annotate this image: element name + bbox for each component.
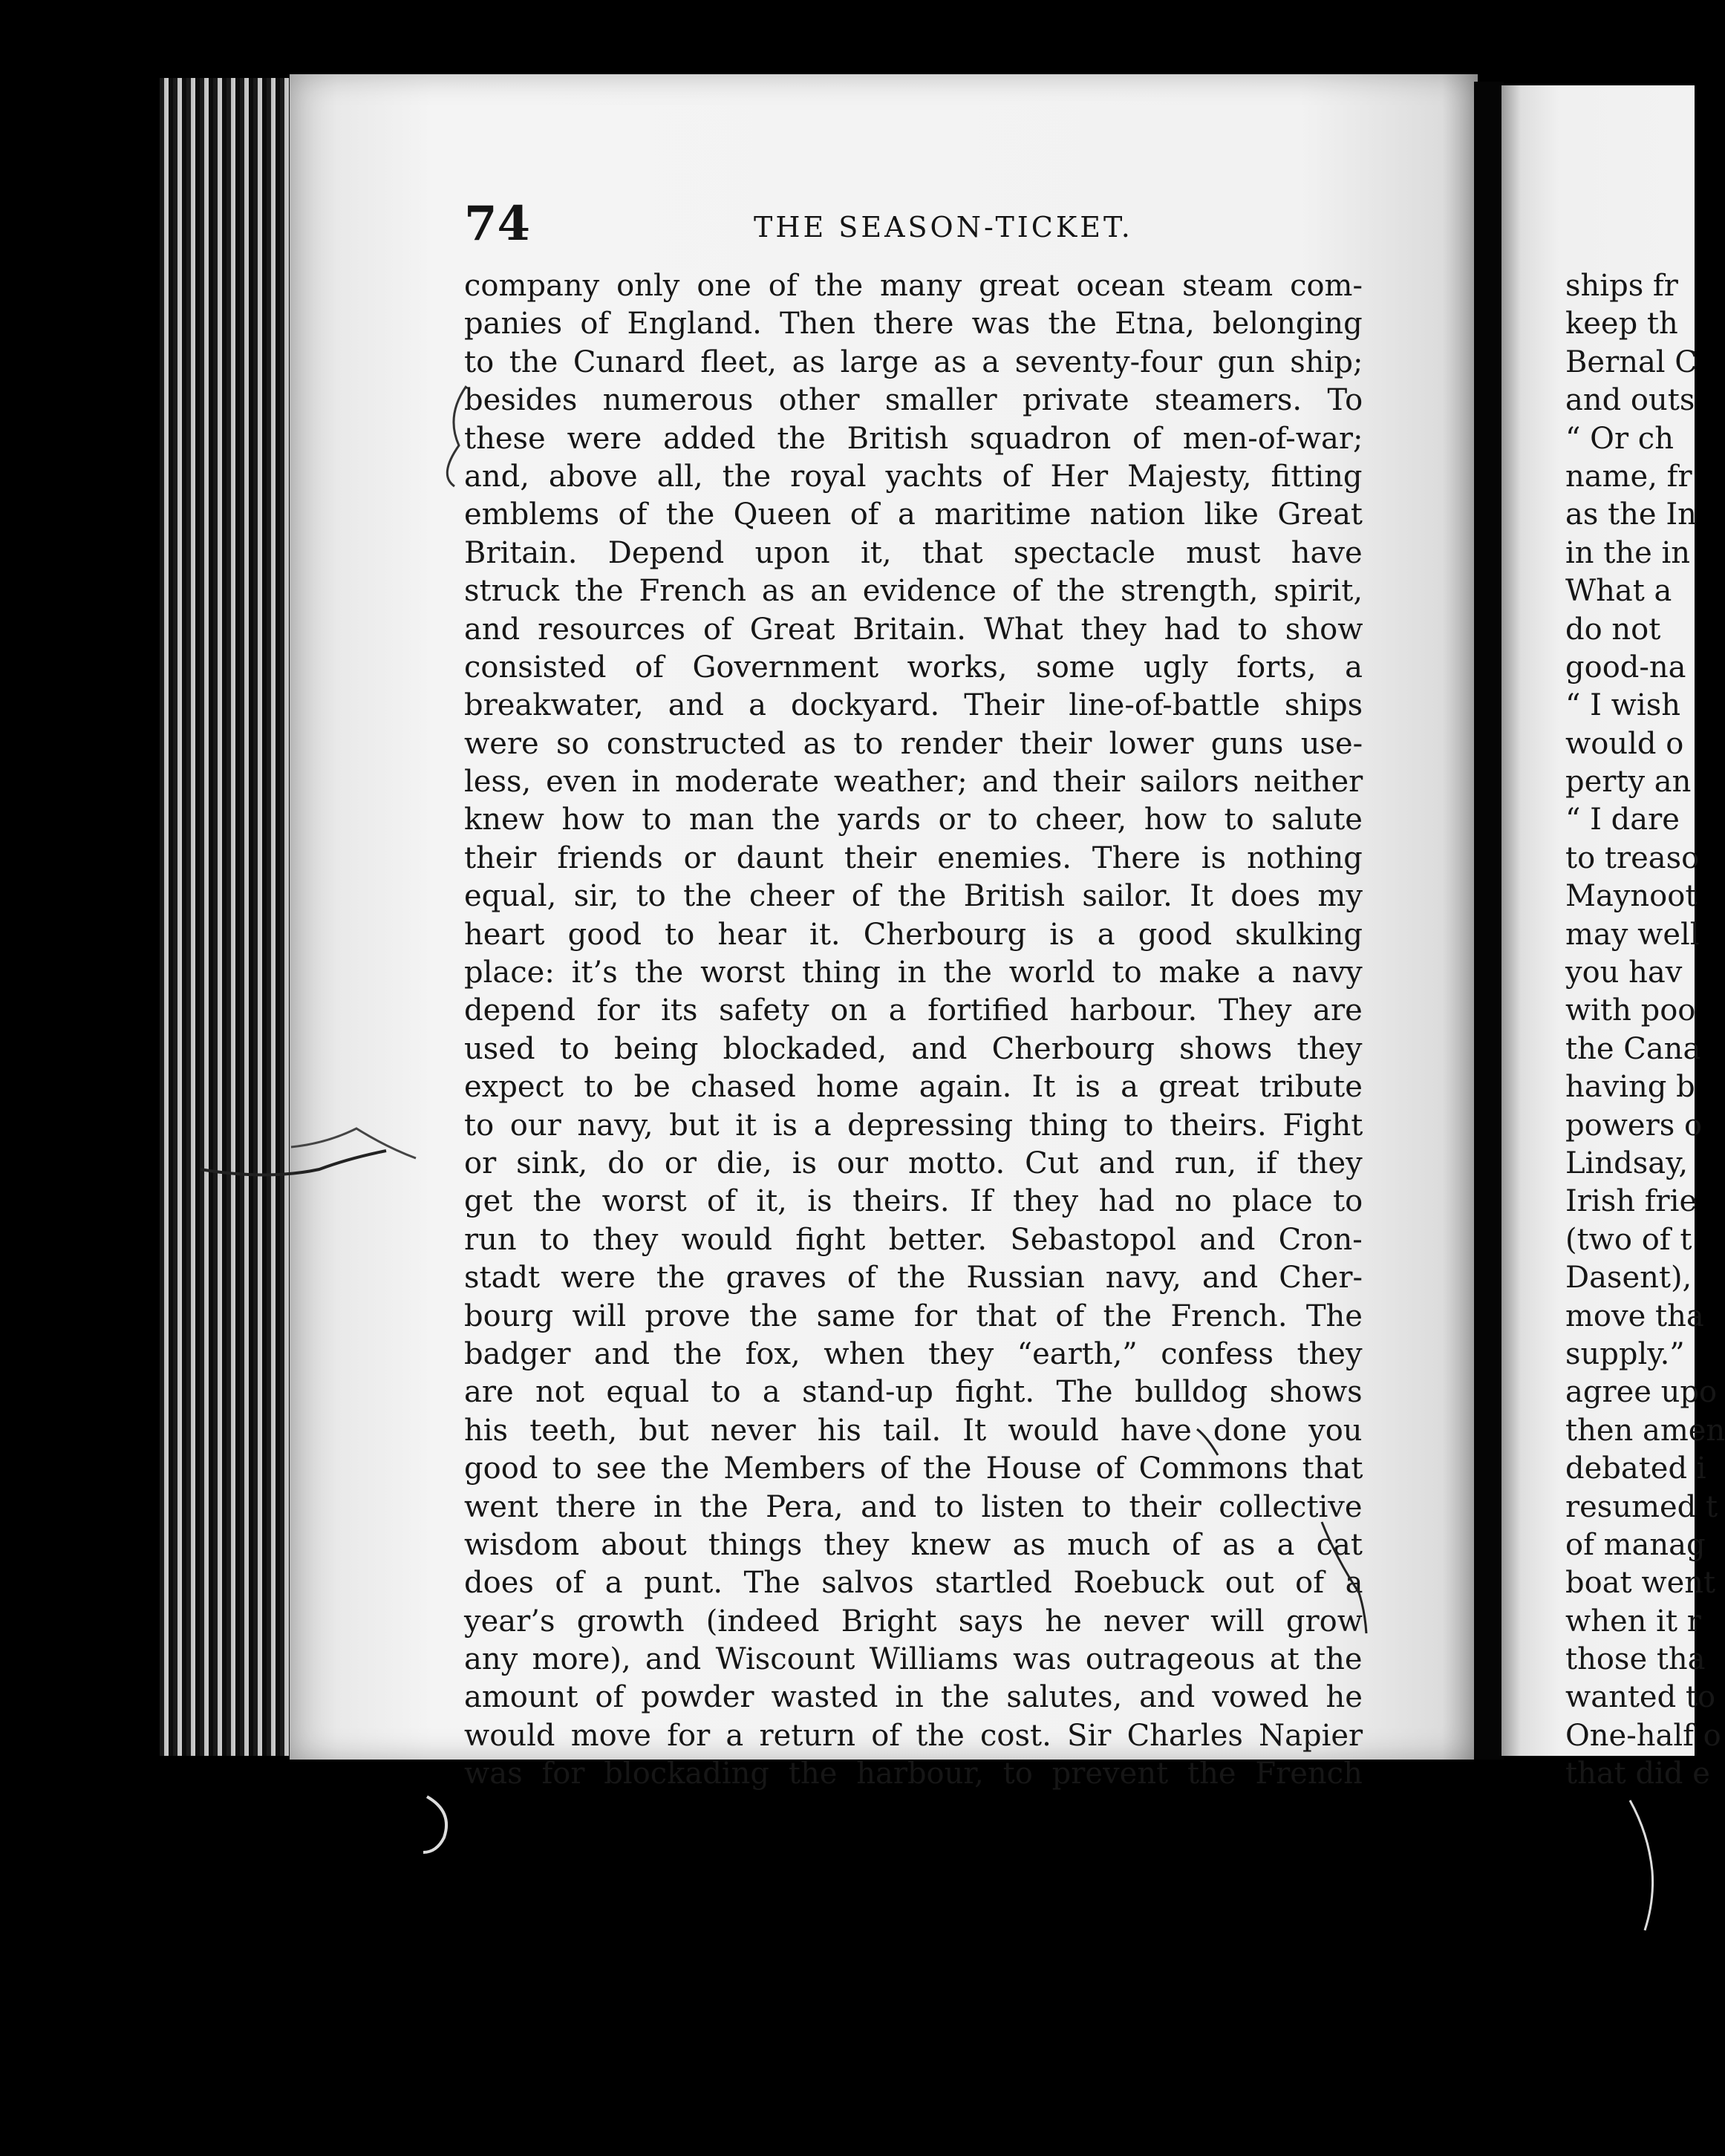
text-line: was for blockading the harbour, to prevent the French [464, 1757, 1363, 1791]
right-page-line: in the in [1565, 535, 1691, 570]
text-line: knew how to man the yards or to cheer, how to salute [464, 803, 1363, 837]
text-line: to the Cunard fleet, as large as a seventy-four gun ship; [464, 344, 1363, 379]
right-page-line: agree upo [1565, 1375, 1718, 1410]
right-page-line: to treaso [1565, 840, 1700, 875]
text-line: these were added the British squadron of men-of-war; [464, 421, 1363, 456]
text-line: struck the French as an evidence of the strength, spirit, [464, 574, 1363, 609]
book-gutter [1474, 82, 1504, 1760]
text-line: breakwater, and a dockyard. Their line-of-battle ships [464, 688, 1363, 723]
right-page-line: would o [1565, 726, 1684, 761]
text-line: expect to be chased home again. It is a great tribute [464, 1070, 1363, 1105]
right-page-line: “ I dare [1565, 803, 1680, 837]
text-line: place: it’s the worst thing in the world to make a navy [464, 956, 1363, 990]
right-page-line: those tha [1565, 1642, 1706, 1677]
right-page-line: wanted to [1565, 1680, 1716, 1715]
right-page-line: with poo [1565, 993, 1696, 1028]
text-line: year’s growth (indeed Bright says he never will grow [464, 1604, 1363, 1639]
text-line: good to see the Members of the House of Commons that [464, 1451, 1363, 1486]
right-page-line: debated i [1565, 1451, 1706, 1486]
text-line: and resources of Great Britain. What they had to show [464, 612, 1363, 647]
right-page-text [1565, 267, 1725, 1794]
text-line: bourg will prove the same for that of the French. The [464, 1298, 1363, 1333]
text-line: besides numerous other smaller private steamers. To [464, 383, 1363, 418]
text-line: company only one of the many great ocean steam com- [464, 269, 1363, 303]
right-page-line: “ Or ch [1565, 421, 1674, 456]
text-line: heart good to hear it. Cherbourg is a good skulking [464, 917, 1363, 952]
right-page-line: name, fr [1565, 459, 1692, 494]
text-line: does of a punt. The salvos startled Roebuck out of a [464, 1566, 1363, 1601]
text-line: run to they would fight better. Sebastopol and Cron- [464, 1222, 1363, 1257]
right-page-line: then amen [1565, 1413, 1725, 1448]
text-line: to our navy, but it is a depressing thing to theirs. Fight [464, 1108, 1363, 1143]
text-line: were so constructed as to render their lower guns use- [464, 726, 1363, 761]
text-line: are not equal to a stand-up fight. The bulldog shows [464, 1375, 1363, 1410]
text-line: emblems of the Queen of a maritime nation like Great [464, 497, 1363, 532]
page-number: 74 [464, 196, 531, 252]
pencil-mark [1630, 1800, 1653, 1930]
text-line: depend for its safety on a fortified harbour. They are [464, 993, 1363, 1028]
right-page-line: Dasent), [1565, 1261, 1692, 1296]
right-page-line: ships fr [1565, 269, 1678, 303]
text-line: wisdom about things they knew as much of as a cat [464, 1527, 1363, 1562]
text-line: and, above all, the royal yachts of Her Majesty, fitting [464, 459, 1363, 494]
page-edges [160, 78, 297, 1756]
text-line: panies of England. Then there was the Etna, belonging [464, 307, 1363, 342]
pencil-mark [423, 1797, 446, 1852]
right-page-line: good-na [1565, 650, 1686, 685]
text-line: badger and the fox, when they “earth,” confess they [464, 1336, 1363, 1371]
right-page-line: “ I wish [1565, 688, 1680, 723]
right-page-line: you hav [1565, 956, 1683, 990]
body-text [464, 267, 1363, 1794]
text-line: amount of powder wasted in the salutes, and vowed he [464, 1680, 1363, 1715]
text-line: his teeth, but never his tail. It would have done you [464, 1413, 1363, 1448]
right-page-line: the Cana [1565, 1031, 1701, 1066]
text-line: consisted of Government works, some ugly forts, a [464, 650, 1363, 685]
text-line: get the worst of it, is theirs. If they had no place to [464, 1184, 1363, 1219]
right-page-line: move tha [1565, 1298, 1704, 1333]
right-page-line: that did e [1565, 1757, 1710, 1791]
text-line: would move for a return of the cost. Sir Charles Napier [464, 1718, 1363, 1753]
right-page-line: (two of t [1565, 1222, 1692, 1257]
right-page-line: keep th [1565, 307, 1678, 342]
right-page-line: What a [1565, 574, 1672, 609]
right-page-line: supply.” [1565, 1336, 1685, 1371]
right-page-line: do not [1565, 612, 1661, 647]
right-page-line: Lindsay, [1565, 1146, 1689, 1180]
text-line: Britain. Depend upon it, that spectacle must have [464, 535, 1363, 570]
right-page-line: One-half o [1565, 1718, 1721, 1753]
text-line: went there in the Pera, and to listen to their collective [464, 1489, 1363, 1524]
right-page-line: of manag [1565, 1527, 1706, 1562]
right-page-line: Maynoot [1565, 879, 1698, 914]
right-page-line: boat went [1565, 1566, 1716, 1601]
right-page-line: may well [1565, 917, 1700, 952]
text-line: used to being blockaded, and Cherbourg shows they [464, 1031, 1363, 1066]
right-page-line: Irish frie [1565, 1184, 1698, 1219]
text-line: less, even in moderate weather; and their sailors neither [464, 765, 1363, 800]
text-line: equal, sir, to the cheer of the British sailor. It does my [464, 879, 1363, 914]
right-page-line: having b [1565, 1070, 1695, 1105]
right-page-line: as the In [1565, 497, 1697, 532]
text-line: any more), and Wiscount Williams was outrageous at the [464, 1642, 1363, 1677]
right-page-line: and outs [1565, 383, 1695, 418]
right-page-line: when it r [1565, 1604, 1701, 1639]
right-page-line: Bernal C [1565, 344, 1698, 379]
running-head: THE SEASON-TICKET. [754, 211, 1133, 244]
page-header [464, 195, 1366, 254]
right-page-line: perty an [1565, 765, 1692, 800]
text-line: stadt were the graves of the Russian navy, and Cher- [464, 1261, 1363, 1296]
right-page-line: powers o [1565, 1108, 1703, 1143]
text-line: their friends or daunt their enemies. There is nothing [464, 840, 1363, 875]
text-line: or sink, do or die, is our motto. Cut and run, if they [464, 1146, 1363, 1180]
right-page-line: resumed t [1565, 1489, 1718, 1524]
